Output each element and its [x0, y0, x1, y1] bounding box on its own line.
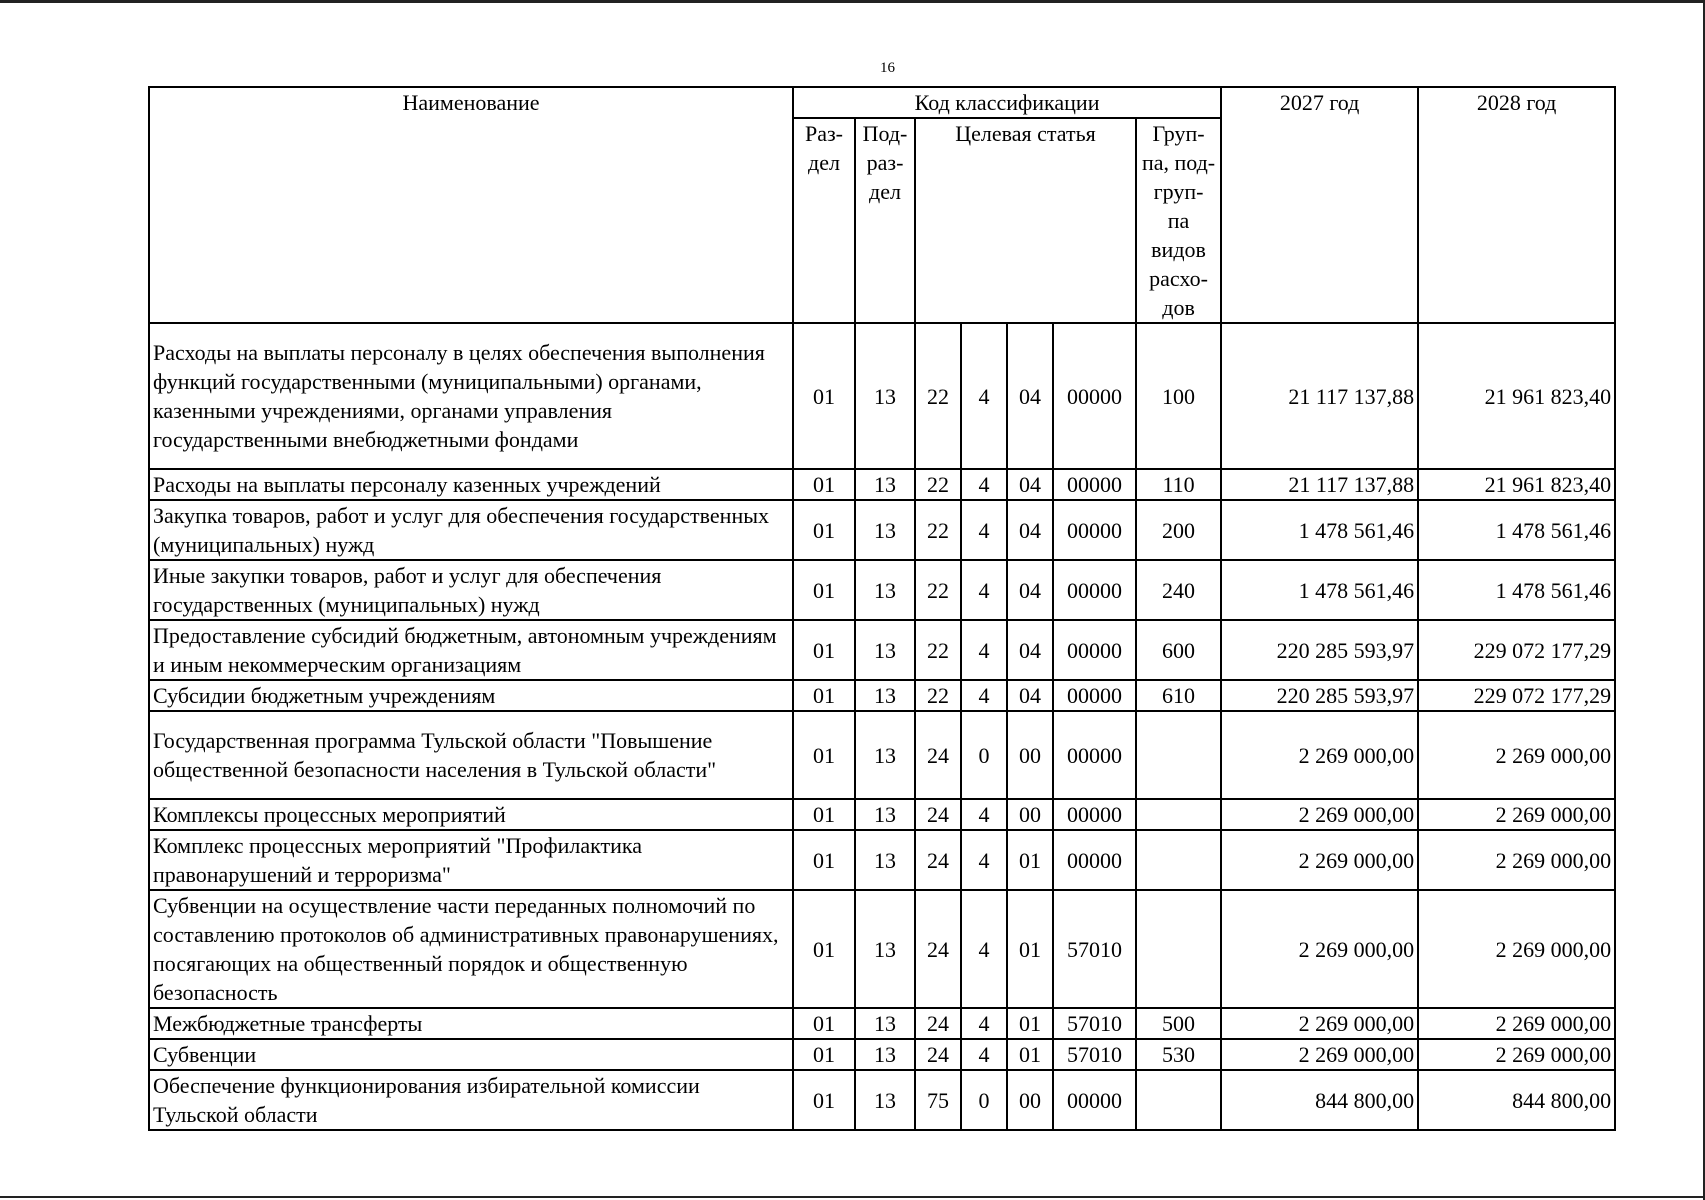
row-razdel: 01	[793, 1070, 855, 1130]
row-cs-program: 24	[915, 1008, 961, 1039]
row-cs-program: 22	[915, 560, 961, 620]
row-amount-2028: 1 478 561,46	[1418, 500, 1615, 560]
row-cs-program: 24	[915, 830, 961, 890]
row-razdel: 01	[793, 469, 855, 500]
row-razdel: 01	[793, 323, 855, 469]
table-row	[149, 680, 1615, 711]
row-name: Закупка товаров, работ и услуг для обеспечения государственных (муниципальных) нужд	[149, 500, 793, 560]
row-podrazdel: 13	[855, 620, 915, 680]
row-amount-2027: 844 800,00	[1221, 1070, 1418, 1130]
row-cs-subprogram: 00	[1007, 1070, 1053, 1130]
header-razdel: Раз- дел	[793, 118, 855, 323]
row-cs-subprogram: 01	[1007, 1008, 1053, 1039]
row-cs-direction: 57010	[1053, 890, 1136, 1008]
row-cs-subprogram: 04	[1007, 560, 1053, 620]
row-cs-type: 0	[961, 1070, 1007, 1130]
table-row	[149, 620, 1615, 680]
row-group	[1136, 830, 1221, 890]
row-cs-type: 4	[961, 1008, 1007, 1039]
row-amount-2027: 2 269 000,00	[1221, 799, 1418, 830]
row-amount-2027: 2 269 000,00	[1221, 1008, 1418, 1039]
row-cs-program: 75	[915, 1070, 961, 1130]
row-cs-type: 4	[961, 680, 1007, 711]
row-amount-2028: 1 478 561,46	[1418, 560, 1615, 620]
row-amount-2028: 21 961 823,40	[1418, 469, 1615, 500]
row-name: Межбюджетные трансферты	[149, 1008, 793, 1039]
row-razdel: 01	[793, 799, 855, 830]
row-cs-type: 4	[961, 890, 1007, 1008]
row-podrazdel: 13	[855, 890, 915, 1008]
row-group: 240	[1136, 560, 1221, 620]
row-razdel: 01	[793, 830, 855, 890]
row-cs-direction: 00000	[1053, 1070, 1136, 1130]
row-group: 530	[1136, 1039, 1221, 1070]
row-group	[1136, 890, 1221, 1008]
row-podrazdel: 13	[855, 680, 915, 711]
row-cs-type: 4	[961, 620, 1007, 680]
table-row	[149, 1008, 1615, 1039]
row-name: Субвенции	[149, 1039, 793, 1070]
scan-border-top	[0, 0, 1705, 3]
page-number: 16	[880, 60, 895, 76]
row-podrazdel: 13	[855, 1039, 915, 1070]
row-cs-subprogram: 04	[1007, 500, 1053, 560]
row-cs-type: 4	[961, 323, 1007, 469]
row-name: Расходы на выплаты персоналу казенных учреждений	[149, 469, 793, 500]
row-podrazdel: 13	[855, 711, 915, 799]
row-cs-direction: 00000	[1053, 799, 1136, 830]
row-cs-subprogram: 04	[1007, 469, 1053, 500]
table-row	[149, 469, 1615, 500]
header-target-article: Целевая статья	[915, 118, 1136, 323]
row-cs-subprogram: 04	[1007, 680, 1053, 711]
row-cs-direction: 00000	[1053, 711, 1136, 799]
row-cs-direction: 00000	[1053, 560, 1136, 620]
row-cs-program: 22	[915, 680, 961, 711]
row-razdel: 01	[793, 500, 855, 560]
row-cs-direction: 00000	[1053, 500, 1136, 560]
row-razdel: 01	[793, 1039, 855, 1070]
row-amount-2028: 2 269 000,00	[1418, 711, 1615, 799]
table-row	[149, 830, 1615, 890]
row-amount-2028: 2 269 000,00	[1418, 799, 1615, 830]
table-row	[149, 560, 1615, 620]
header-name: Наименование	[149, 87, 793, 323]
row-name: Предоставление субсидий бюджетным, автономным учреждениям и иным некоммерческим организациям	[149, 620, 793, 680]
row-name: Государственная программа Тульской области "Повышение общественной безопасности населения в Тульской области"	[149, 711, 793, 799]
row-cs-program: 24	[915, 890, 961, 1008]
row-cs-subprogram: 00	[1007, 799, 1053, 830]
row-cs-subprogram: 01	[1007, 1039, 1053, 1070]
row-group: 200	[1136, 500, 1221, 560]
row-podrazdel: 13	[855, 469, 915, 500]
row-podrazdel: 13	[855, 1008, 915, 1039]
row-amount-2027: 220 285 593,97	[1221, 620, 1418, 680]
row-name: Субсидии бюджетным учреждениям	[149, 680, 793, 711]
row-podrazdel: 13	[855, 500, 915, 560]
row-cs-direction: 00000	[1053, 469, 1136, 500]
row-podrazdel: 13	[855, 799, 915, 830]
row-amount-2027: 21 117 137,88	[1221, 469, 1418, 500]
row-cs-program: 22	[915, 469, 961, 500]
table-row	[149, 500, 1615, 560]
row-name: Комплекс процессных мероприятий "Профилактика правонарушений и терроризма"	[149, 830, 793, 890]
row-cs-direction: 00000	[1053, 680, 1136, 711]
row-cs-program: 24	[915, 1039, 961, 1070]
header-classification: Код классификации	[793, 87, 1221, 118]
row-amount-2028: 844 800,00	[1418, 1070, 1615, 1130]
row-cs-type: 4	[961, 469, 1007, 500]
row-group	[1136, 711, 1221, 799]
header-podrazdel: Под- раз- дел	[855, 118, 915, 323]
row-cs-subprogram: 00	[1007, 711, 1053, 799]
row-group: 100	[1136, 323, 1221, 469]
row-cs-direction: 00000	[1053, 323, 1136, 469]
header-year-2028: 2028 год	[1418, 87, 1615, 323]
row-razdel: 01	[793, 560, 855, 620]
row-amount-2027: 21 117 137,88	[1221, 323, 1418, 469]
row-amount-2027: 220 285 593,97	[1221, 680, 1418, 711]
row-razdel: 01	[793, 680, 855, 711]
row-podrazdel: 13	[855, 323, 915, 469]
row-cs-direction: 00000	[1053, 620, 1136, 680]
row-cs-program: 22	[915, 620, 961, 680]
table-row	[149, 323, 1615, 469]
row-cs-direction: 57010	[1053, 1008, 1136, 1039]
row-razdel: 01	[793, 711, 855, 799]
row-amount-2027: 1 478 561,46	[1221, 560, 1418, 620]
row-cs-subprogram: 04	[1007, 323, 1053, 469]
row-podrazdel: 13	[855, 560, 915, 620]
row-razdel: 01	[793, 620, 855, 680]
row-amount-2028: 229 072 177,29	[1418, 620, 1615, 680]
row-group: 610	[1136, 680, 1221, 711]
row-cs-subprogram: 01	[1007, 890, 1053, 1008]
row-razdel: 01	[793, 890, 855, 1008]
row-group: 110	[1136, 469, 1221, 500]
table-row	[149, 1070, 1615, 1130]
row-name: Субвенции на осуществление части переданных полномочий по составлению протоколов об административных правонарушениях, посягающих на общественный порядок и общественную безопасность	[149, 890, 793, 1008]
row-amount-2028: 229 072 177,29	[1418, 680, 1615, 711]
table-row	[149, 1039, 1615, 1070]
row-cs-program: 24	[915, 711, 961, 799]
table-row	[149, 799, 1615, 830]
row-amount-2028: 21 961 823,40	[1418, 323, 1615, 469]
row-cs-type: 4	[961, 830, 1007, 890]
table-row	[149, 711, 1615, 799]
row-amount-2028: 2 269 000,00	[1418, 890, 1615, 1008]
row-amount-2027: 1 478 561,46	[1221, 500, 1418, 560]
row-group: 600	[1136, 620, 1221, 680]
row-cs-program: 22	[915, 500, 961, 560]
row-podrazdel: 13	[855, 830, 915, 890]
row-amount-2027: 2 269 000,00	[1221, 1039, 1418, 1070]
header-year-2027: 2027 год	[1221, 87, 1418, 323]
row-cs-subprogram: 04	[1007, 620, 1053, 680]
row-cs-program: 24	[915, 799, 961, 830]
row-cs-type: 4	[961, 799, 1007, 830]
row-cs-program: 22	[915, 323, 961, 469]
row-amount-2027: 2 269 000,00	[1221, 890, 1418, 1008]
row-razdel: 01	[793, 1008, 855, 1039]
row-amount-2027: 2 269 000,00	[1221, 830, 1418, 890]
row-cs-type: 4	[961, 500, 1007, 560]
row-podrazdel: 13	[855, 1070, 915, 1130]
row-amount-2028: 2 269 000,00	[1418, 1039, 1615, 1070]
row-cs-subprogram: 01	[1007, 830, 1053, 890]
row-name: Иные закупки товаров, работ и услуг для обеспечения государственных (муниципальных) нужд	[149, 560, 793, 620]
row-amount-2027: 2 269 000,00	[1221, 711, 1418, 799]
row-group	[1136, 799, 1221, 830]
row-amount-2028: 2 269 000,00	[1418, 1008, 1615, 1039]
row-cs-direction: 00000	[1053, 830, 1136, 890]
row-cs-type: 0	[961, 711, 1007, 799]
row-group: 500	[1136, 1008, 1221, 1039]
row-amount-2028: 2 269 000,00	[1418, 830, 1615, 890]
budget-table	[148, 86, 1616, 1131]
table-row	[149, 890, 1615, 1008]
row-cs-type: 4	[961, 560, 1007, 620]
row-name: Комплексы процессных мероприятий	[149, 799, 793, 830]
row-group	[1136, 1070, 1221, 1130]
row-name: Обеспечение функционирования избирательной комиссии Тульской области	[149, 1070, 793, 1130]
scan-border-bottom	[0, 1196, 1705, 1198]
row-cs-direction: 57010	[1053, 1039, 1136, 1070]
header-expense-group: Груп- па, под- груп- па видов расхо- дов	[1136, 118, 1221, 323]
row-cs-type: 4	[961, 1039, 1007, 1070]
row-name: Расходы на выплаты персоналу в целях обеспечения выполнения функций государственными (муниципальными) органами, казенными учреждениями, органами управления государственными внебюджетными фондами	[149, 323, 793, 469]
